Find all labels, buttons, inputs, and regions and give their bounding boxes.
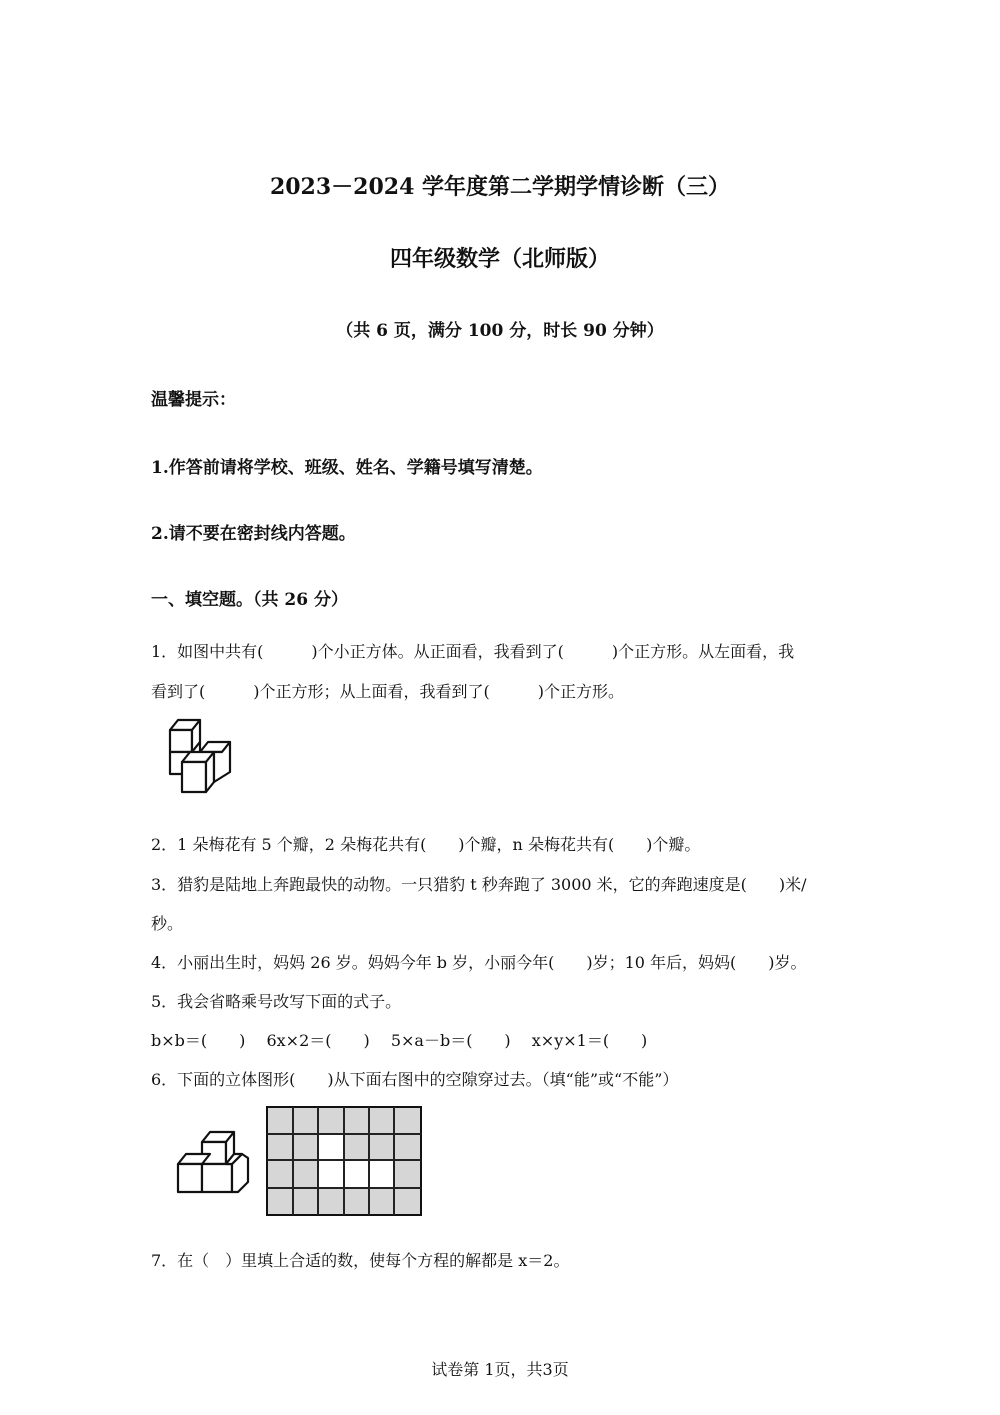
tip-item-2: 2.请不要在密封线内答题。: [151, 524, 356, 544]
exam-subtitle: 四年级数学（北师版）: [389, 246, 610, 272]
tips-label: 温馨提示：: [151, 390, 236, 410]
exam-info: （共 6 页，满分 100 分，时长 90 分钟）: [336, 321, 664, 341]
question-3-line-1: 3．猎豹是陆地上奔跑最快的动物。一只猎豹 t 秒奔跑了 3000 米，它的奔跑速度是( )米/: [151, 875, 807, 894]
exam-title: 2023－2024 学年度第二学期学情诊断（三）: [269, 174, 731, 200]
question-3-line-2: 秒。: [151, 914, 184, 933]
question-4: 4．小丽出生时，妈妈 26 岁。妈妈今年 b 岁，小丽今年( )岁；10 年后，妈妈( )岁。: [151, 953, 807, 972]
question-7: 7．在（ ）里填上合适的数，使每个方程的解都是 x＝2。: [151, 1251, 570, 1270]
tip-item-1: 1.作答前请将学校、班级、姓名、学籍号填写清楚。: [151, 458, 543, 478]
question-1-cubes-figure: [162, 714, 236, 798]
question-6-solid-figure: [172, 1128, 254, 1198]
question-6-grid-figure: [266, 1106, 422, 1216]
question-1-line-2: 看到了( )个正方形；从上面看，我看到了( )个正方形。: [151, 682, 624, 701]
section-heading-fill-in: 一、填空题。（共 26 分）: [151, 590, 348, 610]
question-1-line-1: 1．如图中共有( )个小正方体。从正面看，我看到了( )个正方形。从左面看，我: [151, 642, 795, 661]
question-2: 2．1 朵梅花有 5 个瓣，2 朵梅花共有( )个瓣，n 朵梅花共有( )个瓣。: [151, 835, 701, 854]
page-footer: 试卷第 1页，共3页: [431, 1360, 569, 1379]
question-6: 6．下面的立体图形( )从下面右图中的空隙穿过去。（填“能”或“不能”）: [151, 1070, 679, 1089]
question-5-expressions: b×b＝( ) 6x×2＝( ) 5×a－b＝( ) x×y×1＝( ): [151, 1031, 648, 1050]
question-5: 5．我会省略乘号改写下面的式子。: [151, 992, 402, 1011]
